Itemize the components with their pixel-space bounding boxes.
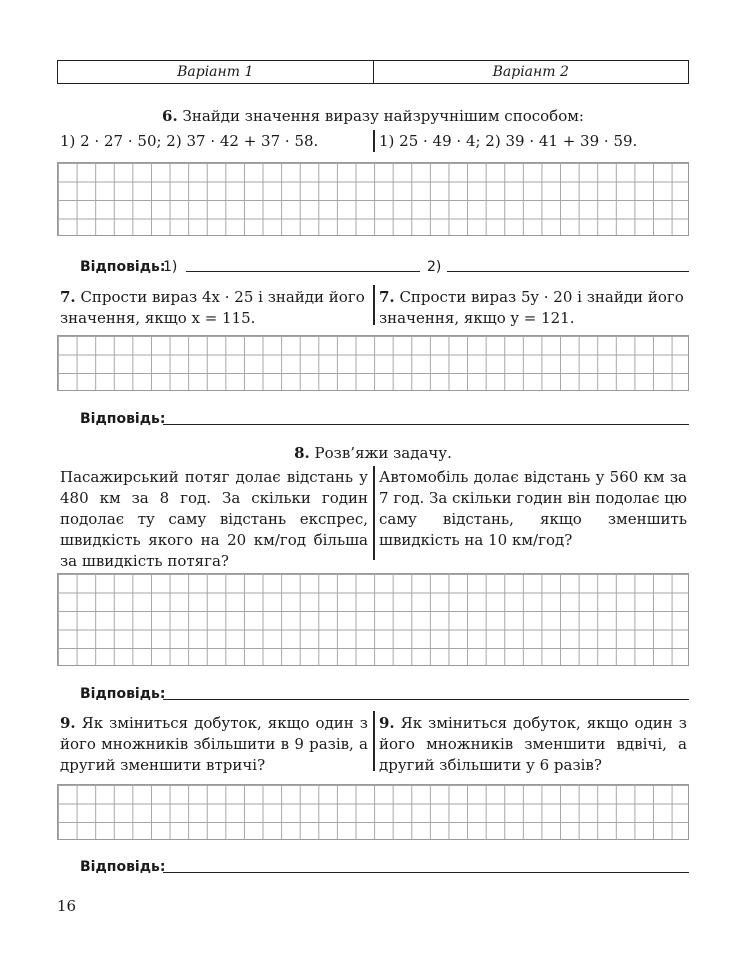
task7-divider <box>373 285 375 325</box>
task9-variant2 <box>379 713 687 776</box>
task9-v2-text: Як зміниться добуток, якщо один з його множників зменшити вдвічі, а другий збільшити у 6 разів? <box>379 714 687 774</box>
task9-answer-label: Відповідь: <box>80 859 166 875</box>
task8-work-grid <box>57 573 689 666</box>
task6-divider <box>373 130 375 152</box>
task6-title <box>57 107 689 125</box>
task6-answer-part1-label: 1) <box>163 259 178 275</box>
task7-v1-line1: Спрости вираз 4x · 25 і знайди його <box>80 288 365 306</box>
task8-title-text: Розв’яжи задачу. <box>314 444 452 462</box>
task7-answer-line[interactable] <box>163 424 689 425</box>
task9-variant1 <box>60 713 368 776</box>
task7-v1-number: 7. <box>60 288 76 306</box>
task9-divider <box>373 711 375 771</box>
task7-v2-line1: Спрости вираз 5y · 20 і знайди його <box>399 288 684 306</box>
task6-answer-line-2[interactable] <box>447 271 689 272</box>
task8-answer-line[interactable] <box>163 699 689 700</box>
task9-work-grid <box>57 784 689 840</box>
task9-v2-number: 9. <box>379 714 395 732</box>
task8-variant1: Пасажирський потяг долає відстань у 480 км за 8 год. За скільки годин подолає ту саму відстань експрес, швидкість якого на 20 км/год більша за швидкість потяга? <box>60 468 368 570</box>
task6-variant1: 1) 2 · 27 · 50; 2) 37 · 42 + 37 · 58. <box>60 132 319 150</box>
task6-answer-label: Відповідь: <box>80 259 166 275</box>
task6-work-grid <box>57 162 689 236</box>
task6-title-text: Знайди значення виразу найзручнішим способом: <box>182 107 584 125</box>
task8-answer-label: Відповідь: <box>80 686 166 702</box>
variant-2-heading: Варіант 2 <box>373 61 689 83</box>
task7-work-grid <box>57 335 689 391</box>
task8-number: 8. <box>294 444 310 462</box>
task6-variant2: 1) 25 · 49 · 4; 2) 39 · 41 + 39 · 59. <box>379 132 638 150</box>
task6-number: 6. <box>162 107 178 125</box>
task9-v1-text: Як зміниться добуток, якщо один з його множників збільшити в 9 разів, а другий зменшити втричі? <box>60 714 368 774</box>
task7-v1-line2: значення, якщо x = 115. <box>60 309 256 327</box>
task6-answer-part2-label: 2) <box>427 259 442 275</box>
task9-v1-number: 9. <box>60 714 76 732</box>
variant-1-heading: Варіант 1 <box>177 64 254 80</box>
task8-title <box>57 444 689 462</box>
task8-divider <box>373 466 375 560</box>
task8-variant2: Автомобіль долає відстань у 560 км за 7 год. За скільки годин він подолає цю саму відстань, якщо зменшить швидкість на 10 км/год? <box>379 468 687 549</box>
task7-variant2 <box>379 287 689 329</box>
task7-v2-number: 7. <box>379 288 395 306</box>
task7-v2-line2: значення, якщо y = 121. <box>379 309 575 327</box>
variant-header <box>57 60 689 84</box>
task9-answer-line[interactable] <box>163 872 689 873</box>
task7-answer-label: Відповідь: <box>80 411 166 427</box>
task7-variant1 <box>60 287 370 329</box>
task6-answer-line-1[interactable] <box>186 271 420 272</box>
page-number: 16 <box>57 897 77 915</box>
